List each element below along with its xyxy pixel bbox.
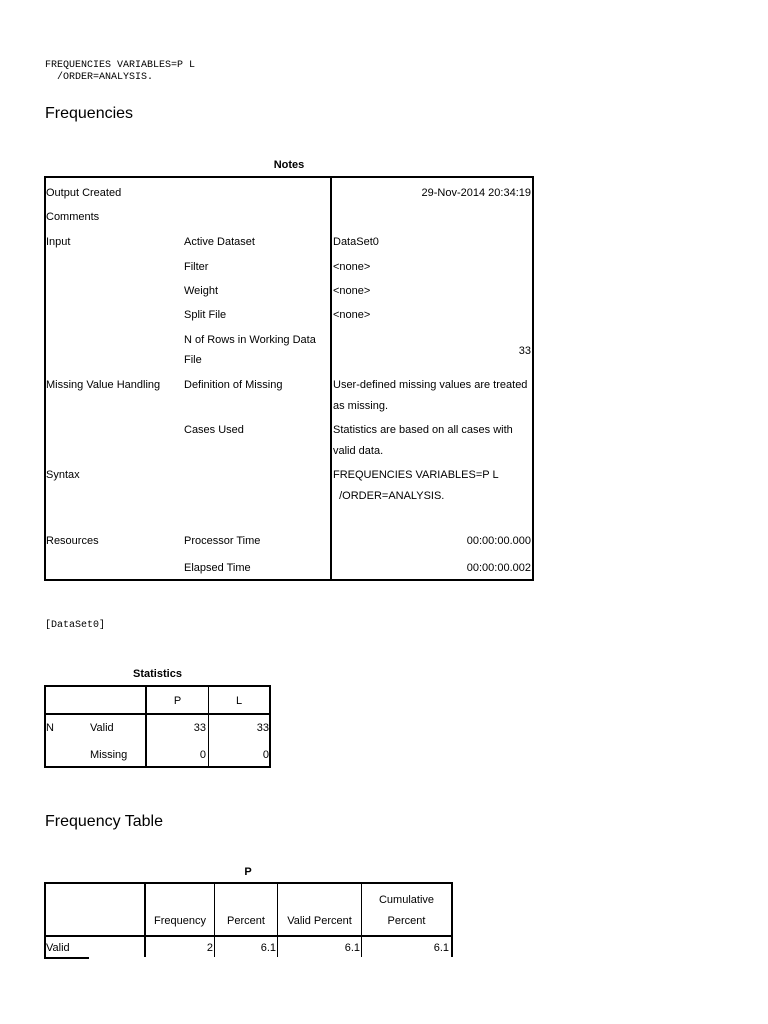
- output-created-value: 29-Nov-2014 20:34:19: [421, 187, 531, 199]
- syntax-echo-line-2: /ORDER=ANALYSIS.: [45, 72, 154, 83]
- notes-caption: Notes: [273, 159, 305, 171]
- freq-p-row1-cumulative: 6.1: [433, 942, 449, 954]
- active-dataset-label: Active Dataset: [184, 236, 255, 248]
- cases-used-label: Cases Used: [184, 424, 244, 436]
- statistics-row-n: N: [46, 722, 54, 734]
- syntax-echo-line-1: FREQUENCIES VARIABLES=P L: [45, 60, 196, 71]
- freq-p-top-border: [44, 882, 453, 884]
- statistics-missing-p: 0: [199, 749, 206, 761]
- statistics-caption: Statistics: [133, 668, 182, 680]
- frequency-table-heading: Frequency Table: [45, 813, 163, 830]
- comments-label: Comments: [46, 211, 100, 223]
- n-rows-value: 33: [518, 345, 531, 357]
- filter-value: <none>: [333, 261, 371, 273]
- processor-time-label: Processor Time: [184, 535, 261, 547]
- dataset-tag: [DataSet0]: [45, 620, 106, 631]
- weight-label: Weight: [184, 285, 219, 297]
- statistics-missing-l: 0: [262, 749, 269, 761]
- resources-label: Resources: [46, 535, 99, 547]
- split-file-label: Split File: [184, 309, 227, 321]
- freq-p-col-frequency: Frequency: [154, 915, 206, 927]
- statistics-valid-p: 33: [193, 722, 206, 734]
- freq-p-caption: P: [244, 866, 252, 878]
- missing-value-handling-label: Missing Value Handling: [46, 379, 161, 391]
- elapsed-time-value: 00:00:00.002: [466, 562, 531, 574]
- elapsed-time-label: Elapsed Time: [184, 562, 251, 574]
- frequencies-heading: Frequencies: [45, 105, 134, 122]
- statistics-missing-label: Missing: [90, 749, 128, 761]
- freq-p-col-percent: Percent: [227, 915, 265, 927]
- freq-p-row1-percent: 6.1: [260, 942, 276, 954]
- active-dataset-value: DataSet0: [333, 236, 379, 248]
- input-label: Input: [46, 236, 71, 248]
- notes-divider: [330, 176, 332, 581]
- cases-used-value-1: Statistics are based on all cases with: [333, 424, 513, 436]
- cases-used-value-2: valid data.: [333, 445, 384, 457]
- freq-p-col-valid-percent: Valid Percent: [287, 915, 352, 927]
- freq-p-row1-valid-percent: 6.1: [344, 942, 360, 954]
- freq-p-col-cumulative-1: Cumulative: [378, 894, 435, 906]
- freq-p-row1-frequency: 2: [206, 942, 213, 954]
- definition-of-missing-label: Definition of Missing: [184, 379, 283, 391]
- freq-p-col-cumulative-2: Percent: [387, 915, 426, 927]
- freq-p-right-border: [451, 882, 453, 957]
- weight-value: <none>: [333, 285, 371, 297]
- output-created-label: Output Created: [46, 187, 122, 199]
- processor-time-value: 00:00:00.000: [466, 535, 531, 547]
- statistics-col-l: L: [235, 695, 243, 707]
- definition-of-missing-value-2: as missing.: [333, 400, 389, 412]
- n-rows-label-1: N of Rows in Working Data: [184, 334, 316, 346]
- n-rows-label-2: File: [184, 354, 202, 366]
- statistics-valid-l: 33: [256, 722, 269, 734]
- freq-p-valid-label: Valid: [46, 942, 70, 954]
- split-file-value: <none>: [333, 309, 371, 321]
- syntax-label: Syntax: [46, 469, 80, 481]
- freq-p-header-line: [44, 935, 453, 937]
- freq-p-valid-underline: [44, 957, 89, 959]
- syntax-value-2: /ORDER=ANALYSIS.: [333, 490, 445, 502]
- filter-label: Filter: [184, 261, 209, 273]
- statistics-col-p: P: [173, 695, 182, 707]
- syntax-value-1: FREQUENCIES VARIABLES=P L: [333, 469, 499, 481]
- definition-of-missing-value-1: User-defined missing values are treated: [333, 379, 528, 391]
- statistics-valid-label: Valid: [90, 722, 114, 734]
- statistics-header-line: [44, 713, 271, 715]
